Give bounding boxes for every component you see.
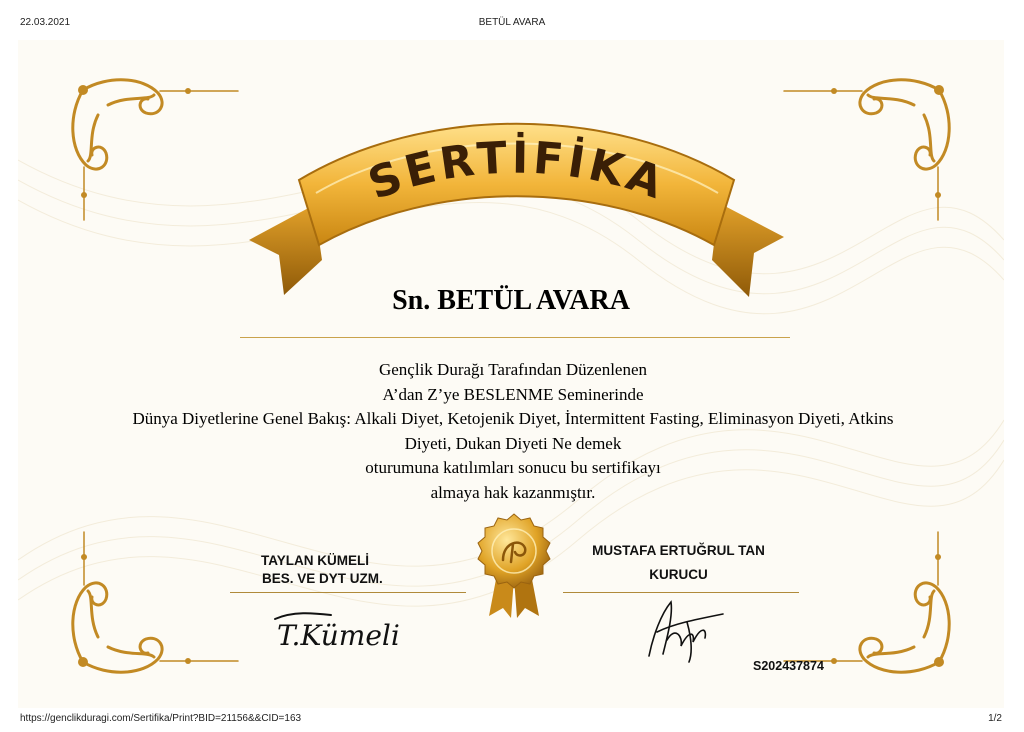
right-signer-title: KURUCU: [649, 567, 708, 582]
banner-title: SERTİFİKA: [361, 132, 673, 211]
name-divider: [240, 337, 790, 338]
left-signature-text: T.Kümeli: [277, 619, 400, 652]
certificate: [18, 40, 1004, 708]
body-line: almaya hak kazanmıştır.: [430, 482, 596, 502]
print-title: BETÜL AVARA: [478, 17, 546, 28]
certificate-serial: S202437874: [753, 659, 824, 673]
certificate-banner: [244, 85, 789, 313]
corner-ornament-top-right: [774, 55, 974, 225]
body-line: Gençlik Durağı Tarafından Düzenlenen: [378, 360, 648, 379]
print-date: 22.03.2021: [20, 17, 71, 28]
recipient-name: Sn. BETÜL AVARA: [392, 285, 630, 316]
corner-ornament-top-left: [48, 55, 248, 225]
right-signature: [643, 596, 729, 666]
certificate-body: [33, 358, 993, 505]
left-signature-line: [230, 592, 466, 593]
right-signature-line: [563, 592, 799, 593]
left-signature: [273, 605, 403, 657]
corner-ornament-bottom-left: [48, 527, 248, 697]
gold-seal-icon: [469, 512, 559, 620]
print-url: https://genclikduragi.com/Sertifika/Print?BID=21156&&CID=163: [20, 713, 302, 724]
body-line: Dünya Diyetlerine Genel Bakış: Alkali Diyet, Ketojenik Diyet, İntermittent Fasting, Eliminasyon Diyeti, Atkins: [132, 409, 894, 428]
body-line: A’dan Z’ye BESLENME Seminerinde: [382, 384, 644, 404]
right-signer-name: MUSTAFA ERTUĞRUL TAN: [592, 543, 765, 558]
left-signer-title: BES. VE DYT UZM.: [262, 571, 383, 586]
left-signer-name: TAYLAN KÜMELİ: [261, 553, 369, 568]
body-line: Diyeti, Dukan Diyeti Ne demek: [404, 433, 622, 453]
page-number: 1/2: [988, 713, 1002, 724]
body-line: oturumuna katılımları sonucu bu sertifikayı: [365, 458, 661, 477]
